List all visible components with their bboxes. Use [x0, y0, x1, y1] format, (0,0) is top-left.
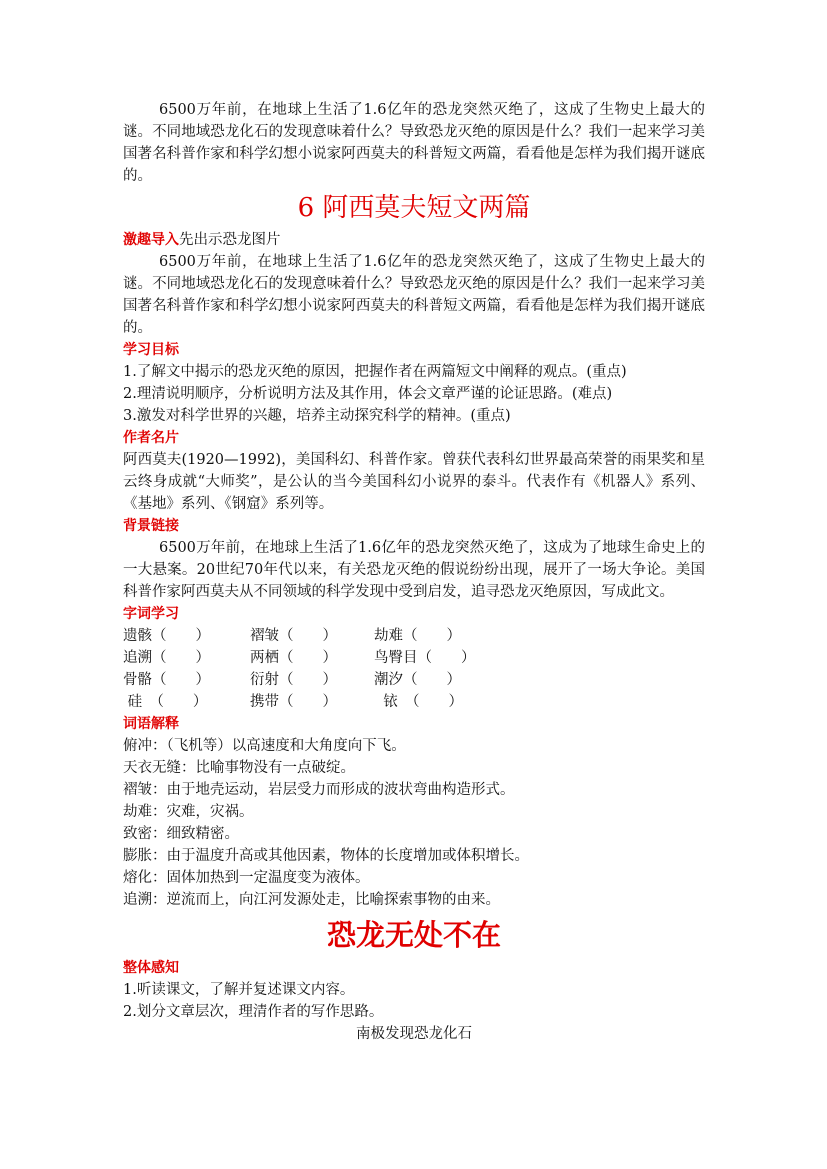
overall-item: 2.划分文章层次，理清作者的写作思路。: [123, 1004, 384, 1020]
word-cell: 骨骼（ ）: [123, 672, 210, 688]
glossary-item: 膨胀：由于温度升高或其他因素，物体的长度增加或体积增长。: [123, 848, 529, 864]
word-cell: 追溯（ ）: [123, 650, 210, 666]
lead-in-paragraph: 6500万年前，在地球上生活了1.6亿年的恐龙突然灭绝了，这成了生物史上最大的谜。不同地域恐龙化石的发现意味着什么？导致恐龙灭绝的原因是什么？我们一起来学习美国著名科普作家和科学幻想小说家阿西莫夫的科普短文两篇，看看他是怎样为我们揭开谜底的。: [123, 254, 705, 336]
glossary-item: 俯冲：（飞机等）以高速度和大角度向下飞。: [123, 738, 406, 754]
author-paragraph: 阿西莫夫(1920—1992)，美国科幻、科普作家。曾获代表科幻世界最高荣誉的雨果奖和星云终身成就“大师奖”，是公认的当今美国科幻小说界的泰斗。代表作有《机器人》系列、《基地》系列、《钢窟》系列等。: [123, 452, 705, 512]
lead-in-text: 先出示恐龙图片: [179, 232, 281, 248]
glossary-item: 褶皱：由于地壳运动，岩层受力而形成的波状弯曲构造形式。: [123, 782, 515, 798]
goal-item: 2.理清说明顺序，分析说明方法及其作用，体会文章严谨的论证思路。(难点): [123, 386, 613, 402]
glossary-item: 追溯：逆流而上，向江河发源处走，比喻探索事物的由来。: [123, 892, 500, 908]
word-cell: 铱 （ ）: [374, 694, 463, 710]
glossary-heading: 词语解释: [123, 716, 179, 732]
glossary-item: 熔化：固体加热到一定温度变为液体。: [123, 870, 370, 886]
glossary-item: 天衣无缝：比喻事物没有一点破绽。: [123, 760, 355, 776]
goal-item: 3.激发对科学世界的兴趣，培养主动探究科学的精神。(重点): [123, 408, 511, 424]
word-cell: 硅 （ ）: [123, 694, 208, 710]
section-title: 恐龙无处不在: [326, 918, 501, 952]
glossary-item: 劫难：灾难，灾祸。: [123, 804, 254, 820]
goal-item: 1.了解文中揭示的恐龙灭绝的原因，把握作者在两篇短文中阐释的观点。(重点): [123, 364, 627, 380]
glossary-item: 致密：细致精密。: [123, 826, 239, 842]
word-cell: 鸟臀目（ ）: [374, 650, 476, 666]
goals-heading: 学习目标: [123, 342, 179, 358]
word-cell: 潮汐（ ）: [374, 672, 461, 688]
lead-in-heading: 激趣导入: [123, 232, 179, 248]
word-cell: 劫难（ ）: [374, 628, 461, 644]
intro-paragraph: 6500万年前，在地球上生活了1.6亿年的恐龙突然灭绝了，这成了生物史上最大的谜。不同地域恐龙化石的发现意味着什么？导致恐龙灭绝的原因是什么？我们一起来学习美国著名科普作家和科学幻想小说家阿西莫夫的科普短文两篇，看看他是怎样为我们揭开谜底的。: [123, 102, 705, 184]
subtitle: 南极发现恐龙化石: [356, 1026, 472, 1042]
words-grid: [123, 625, 705, 713]
word-cell: 褶皱（ ）: [250, 628, 337, 644]
overall-heading: 整体感知: [123, 960, 179, 976]
word-cell: 两栖（ ）: [250, 650, 337, 666]
words-heading: 字词学习: [123, 606, 179, 622]
author-heading: 作者名片: [123, 430, 179, 446]
document-page: [123, 99, 705, 1045]
lead-in-line: [123, 229, 705, 251]
background-paragraph: 6500万年前，在地球上生活了1.6亿年的恐龙突然灭绝了，这成为了地球生命史上的一大悬案。20世纪70年代以来，有关恐龙灭绝的假说纷纷出现，展开了一场大争论。美国科普作家阿西莫夫从不同领域的科学发现中受到启发，追寻恐龙灭绝原因，写成此文。: [123, 540, 705, 600]
word-cell: 携带（ ）: [250, 694, 337, 710]
word-cell: 遗骸（ ）: [123, 628, 210, 644]
word-cell: 衍射（ ）: [250, 672, 337, 688]
overall-item: 1.听读课文，了解并复述课文内容。: [123, 982, 355, 998]
background-heading: 背景链接: [123, 518, 179, 534]
lesson-title: 6 阿西莫夫短文两篇: [297, 193, 531, 223]
